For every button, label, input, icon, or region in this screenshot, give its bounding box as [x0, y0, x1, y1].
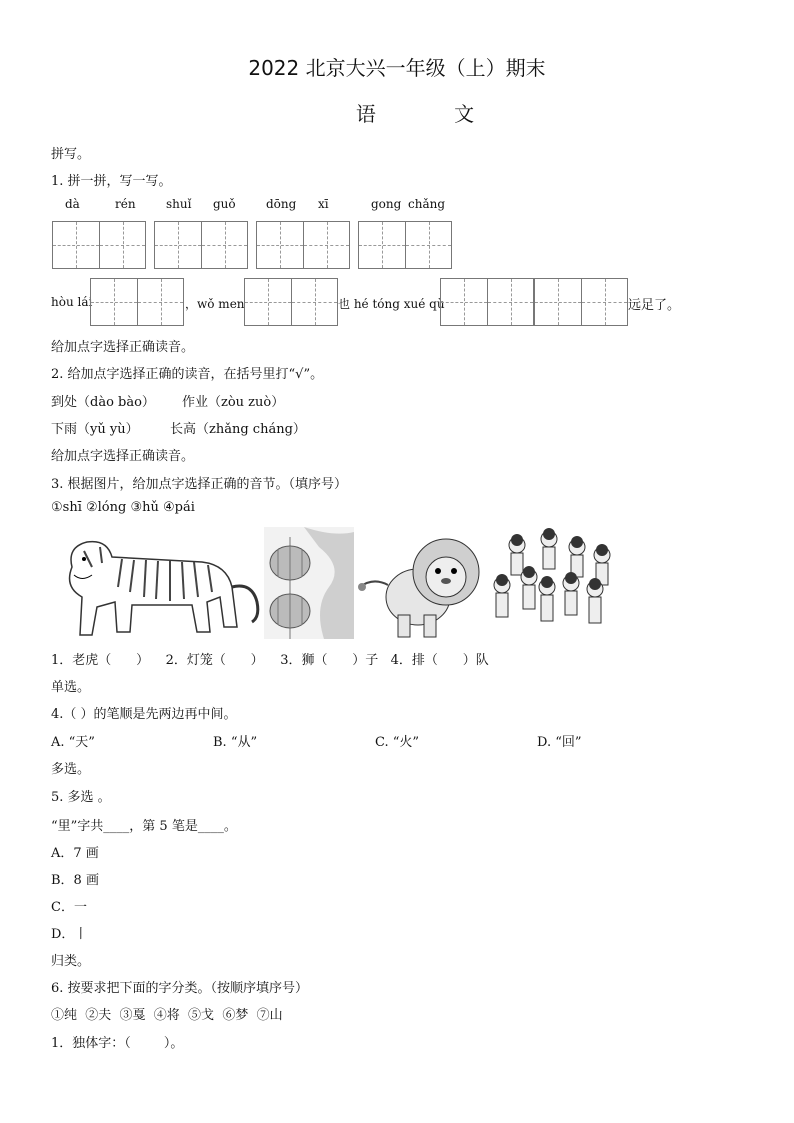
- pinyin-label: dōng: [266, 197, 297, 211]
- writing-grid[interactable]: [358, 221, 452, 269]
- choice-a[interactable]: A．7 画: [51, 846, 99, 861]
- choice-c[interactable]: C. “火”: [375, 735, 420, 750]
- section-label: 归类。: [51, 954, 91, 969]
- choice-c[interactable]: C．一: [51, 900, 87, 915]
- writing-grid[interactable]: [440, 278, 534, 326]
- question-4: 4.（ ）的笔顺是先两边再中间。: [51, 707, 237, 722]
- section-label: 拼写。: [51, 147, 91, 162]
- reading-item: 下雨（yǔ yù）: [51, 422, 139, 437]
- lion-image: [358, 527, 483, 639]
- children-queue-image: [487, 525, 617, 640]
- writing-grid[interactable]: [90, 278, 184, 326]
- inline-text: 远足了。: [628, 298, 681, 313]
- reading-item: 长高（zhǎng cháng）: [170, 422, 306, 437]
- choice-d[interactable]: D．丨: [51, 927, 88, 942]
- section-label: 多选。: [51, 762, 91, 777]
- writing-grid[interactable]: [154, 221, 248, 269]
- picture-answers[interactable]: 1．老虎（ ） 2．灯笼（ ） 3．狮（ ）子 4．排（ ）队: [51, 653, 489, 668]
- question-1: 1. 拼一拼，写一写。: [51, 174, 172, 189]
- choice-a[interactable]: A. “天”: [51, 735, 95, 750]
- page-title: 2022 北京大兴一年级（上）期末: [248, 56, 546, 80]
- reading-item: 到处（dào bào）: [51, 395, 155, 410]
- pinyin-label: gong: [371, 197, 402, 211]
- inline-pinyin: ，wǒ men: [185, 297, 245, 311]
- tiger-image: [52, 527, 264, 639]
- section-label: 给加点字选择正确读音。: [51, 449, 195, 464]
- question-3: 3. 根据图片，给加点字选择正确的音节。（填序号）: [51, 477, 348, 492]
- section-label: 给加点字选择正确读音。: [51, 340, 195, 355]
- pinyin-label: chǎng: [408, 197, 446, 211]
- pinyin-label: shuǐ: [166, 197, 192, 211]
- pinyin-label: xī: [318, 197, 329, 211]
- inline-pinyin: 也 hé tóng xué qù: [338, 297, 445, 311]
- choice-b[interactable]: B．8 画: [51, 873, 99, 888]
- question-stem: “里”字共____，第 5 笔是____。: [51, 819, 237, 834]
- writing-grid[interactable]: [256, 221, 350, 269]
- choice-b[interactable]: B. “从”: [213, 735, 258, 750]
- char-list: ①纯 ②夫 ③戛 ④将 ⑤戈 ⑥梦 ⑦山: [51, 1008, 283, 1023]
- reading-item: 作业（zòu zuò）: [182, 395, 285, 410]
- writing-grid[interactable]: [534, 278, 628, 326]
- lantern-image: [264, 527, 354, 639]
- pinyin-label: dà: [65, 197, 80, 211]
- question-6: 6. 按要求把下面的字分类。（按顺序填序号）: [51, 981, 309, 996]
- choice-d[interactable]: D. “回”: [537, 735, 582, 750]
- question-2: 2. 给加点字选择正确的读音，在括号里打“√”。: [51, 367, 324, 382]
- pinyin-label: guǒ: [213, 197, 236, 211]
- pinyin-label: rén: [115, 197, 136, 211]
- writing-grid[interactable]: [244, 278, 338, 326]
- writing-grid[interactable]: [52, 221, 146, 269]
- subject-title: 语 文: [355, 102, 511, 126]
- sub-question[interactable]: 1．独体字：（ ）。: [51, 1036, 184, 1051]
- question-5: 5. 多选 。: [51, 790, 111, 805]
- section-label: 单选。: [51, 680, 91, 695]
- syllable-options: ①shī ②lóng ③hǔ ④pái: [51, 500, 195, 515]
- inline-pinyin: hòu lái: [51, 295, 93, 309]
